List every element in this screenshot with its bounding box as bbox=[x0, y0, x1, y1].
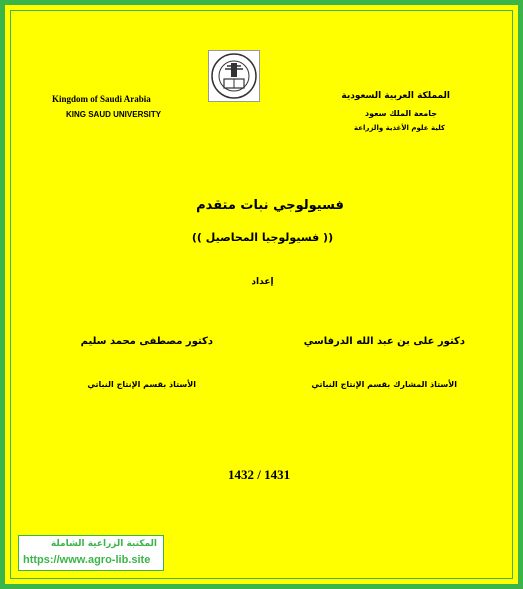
kingdom-label-ar: المملكة العربية السعودية bbox=[341, 91, 450, 101]
kingdom-label-en: Kingdom of Saudi Arabia bbox=[52, 94, 151, 104]
university-seal-icon bbox=[208, 50, 260, 102]
library-name: المكتبة الزراعية الشاملة bbox=[50, 539, 157, 549]
library-stamp bbox=[18, 535, 164, 571]
prepared-by-label: إعداد bbox=[251, 277, 274, 287]
college-label-ar: كلية علوم الأغذية والزراعة bbox=[354, 124, 445, 132]
library-url-link[interactable]: https://www.agro-lib.site bbox=[23, 554, 151, 566]
university-label-en: KING SAUD UNIVERSITY bbox=[66, 110, 162, 119]
document-subtitle: (( فسيولوجيا المحاصيل )) bbox=[191, 231, 334, 244]
university-label-ar: جامعة الملك سعود bbox=[365, 109, 437, 118]
document-title: فسيولوجي نبات متقدم bbox=[196, 198, 344, 213]
author-name-2: دكتور مصطفى محمد سليم bbox=[80, 336, 213, 347]
year-label: 1432 / 1431 bbox=[228, 467, 291, 482]
author-name-1: دكتور على بن عبد الله الدرفاسي bbox=[303, 336, 465, 347]
author-position-1: الأستاذ المشارك بقسم الإنتاج النباتي bbox=[311, 380, 457, 389]
author-position-2: الأستاذ بقسم الإنتاج النباتي bbox=[87, 380, 196, 389]
